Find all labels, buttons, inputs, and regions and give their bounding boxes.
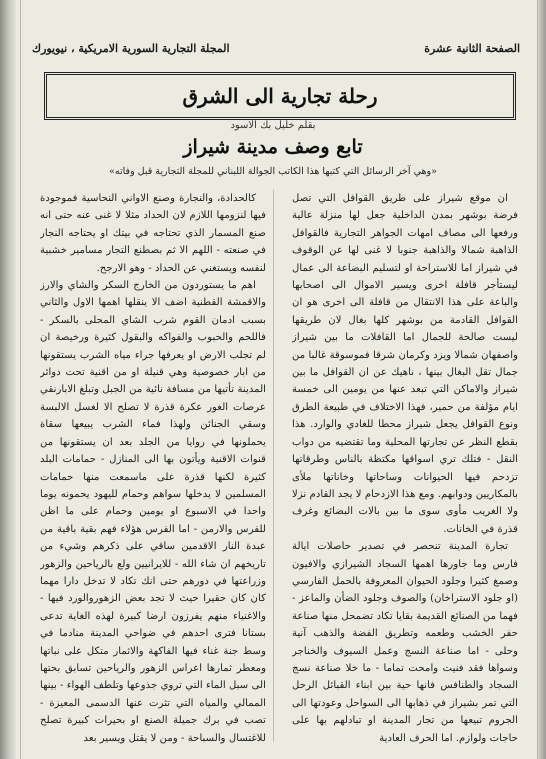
book-binding: [0, 0, 16, 759]
article-title: رحلة تجارية الى الشرق: [182, 84, 378, 108]
column-divider: [273, 190, 274, 742]
byline: بقلم خليل بك الاسود: [230, 120, 316, 131]
running-header: [32, 42, 520, 62]
paragraph: ان موقع شيراز على طريق القوافل التي تصل فرضة بوشهر بمدن الداخلية جعل لها منزلة عالية ورفعها الى مصاف امهات الجواهر التجارية فالقوافل الذاهبة شمالا والذاهبة جنوبا لا غنى لها عن الوقوف في شيراز اما للاستراحة او لتسليم البضاعة الى عمال ليستأجر قافلة اخرى ويسير الاموال الى اصحابها والباعة على هذا الانتقال من قافلة الى اخرى هو ان القوافل القادمة من بوشهر كلها بغال لان طريقها ليست صالحة للجمال اما القافلات ما بين شيراز واصفهان شمالا ويزد وكرمان شرقا فموسوقة غالبا من جمال تقل البغال بينها ، ناهيك عن ان القوافل ما بين شيراز والاماكن التي تبعد عنها من يومين الى خمسة ايام مؤلفة من حمير، فهذا الاختلاف في طبيعة الطرق ونوع القوافل يجعل شيراز محطا للغادي والوارد. هذا بقطع النظر عن تجارتها المحلية وما تقتضيه من دواب النقل - فتلك تري اسواقها مكتظة بالناس وطرقاتها تزدحم فيها الحيوانات وساحاتها وخاناتها ملأى بالمكاريين ودوابهم. ومع هذا الازدحام لا يجد القادم نزلا ولا الغريب مأوى سوى ما بين بالات البضائع وغرف قذرة في الخانات.: [292, 193, 518, 535]
column-right: [292, 190, 518, 750]
column-left: [40, 190, 266, 750]
page-edge: [538, 0, 546, 759]
paragraph: كالحدادة، والنجارة وصنع الاواني النحاسية فموجودة فيها لنزومها اللازم لان الحداد مثلا لا غنى عنه حتى انه صنع المسمار الذي تحتاجه في بيتك او يحتاجه النجار في صنعته - اللهم الا ثم بصطنع التجار مسامير خشبية لنفسه ويستغني عن الحداد - وهو الارجح.: [40, 193, 266, 274]
article-subtitle: تابع وصف مدينة شيراز: [183, 136, 363, 158]
page-number: الصفحة الثانية عشرة: [424, 42, 520, 55]
article-title-box: [44, 72, 516, 120]
magazine-name: المجلة التجارية السورية الامريكية ، نيويورك: [32, 42, 230, 55]
paragraph: تجارة المدينة تنحصر في تصدير حاصلات ايالة فارس وما جاورها اهمها السجاد الشيرازي والافيون وصمغ كثيرا وجلود الحيوان المعروفة بالحمل الفارسي (او جلود الاستراخان) والصوف وجلود الضأن والماعز - فهما من الصنائع القديمة بقايا تكاد تضمحل منها صناعة حفر الخشب وطعمه وتطريق الفضة والذهب آنية وحلى - اما صناعة النسج وعمل السيوف والخناجر وسواها فقد فنيت وامحت تماما - ما خلا صناعة نسج السجاد والطنافس فانها حية بين ابناء القبائل الرحل التي تمر بشيراز في ذهابها الى السواحل وعودتها الى الجروم تبيعها من تجار المدينة او تبادلهم بها على حاجات ولوازم. اما الحرف العادية: [292, 541, 518, 744]
editor-note: «وهي آخر الرسائل التي كتبها هذا الكاتب الجوالة اللبناني للمجلة التجارية قبل وفاته»: [109, 166, 437, 177]
frame-line-left: [20, 0, 21, 759]
paragraph: اهم ما يستوردون من الخارج السكر والشاي والارز والاقمشة القطنية اضف الا ينقلها اهمها الاول والثاني بسبب ادمان القوم شرب الشاي المحلى بالسكر - فاللحم والحبوب والفواكه والبقول كثيرة ورخيصة ان لم تجلب الارض او يعرفها جراء مياه الشرب يستقونها من ابار خصوصية وهي قنيلة او من اقنية تحت دوائر المدينة تأتيها من مسافة نائية من الجبل وتبلغ الابارنقي عرصات الغور عكرة قذرة لا تصلح الا لغسل الالبسة وسقي الجنائن ولهذا فماء الشرب يبيعها سقاة يحملونها في روايا من الجلد بعد ان يستقونها من قنوات الاقنية ويأتون بها الى المنازل - حمامات البلد كثيرة لكنها قذرة على ماسمعت منها حمامات المسلمين لا يدخلها سواهم وحمام لليهود يحمونه يوما واحدا في الاسبوع او يومين وحمام على ما اظن للفرس والارمن - اما الفرس هؤلاء فهم بقية باقية من عبدة النار الاقدمين ساقي على ذكرهم وشيء من تاريخهم ان شاء الله - للايرانيين ولع بالرياحين والزهور وزراعتها في دورهم حتى انك تكاد لا تدخل دارا مهما كان كان حقيرا حيث لا تجد بعض الزهوروالورد فيها - والاغنياء منهم يفرزون ارضا كبيرة لهذه الغاية تدعى بستانا فترى احدهم في ضواحي المدينة منادما في وسط جنة غناء فيها الفاكهة والاثمار متكل على نباتها ومعطر ثمارها اعراس الزهور والرياحين تسابق بحتها الى سبل الماء التي تروي جذوعها وتلطف الهواء - بينها الممالي والمياه التي تثرت عنها الدسمى المعيزة - تصب في برك جميلة الصنع او بحيرات كبيرة تصلح للاغتسال والسباحة - ومن لا يقتل ويسير بعد: [40, 280, 266, 744]
